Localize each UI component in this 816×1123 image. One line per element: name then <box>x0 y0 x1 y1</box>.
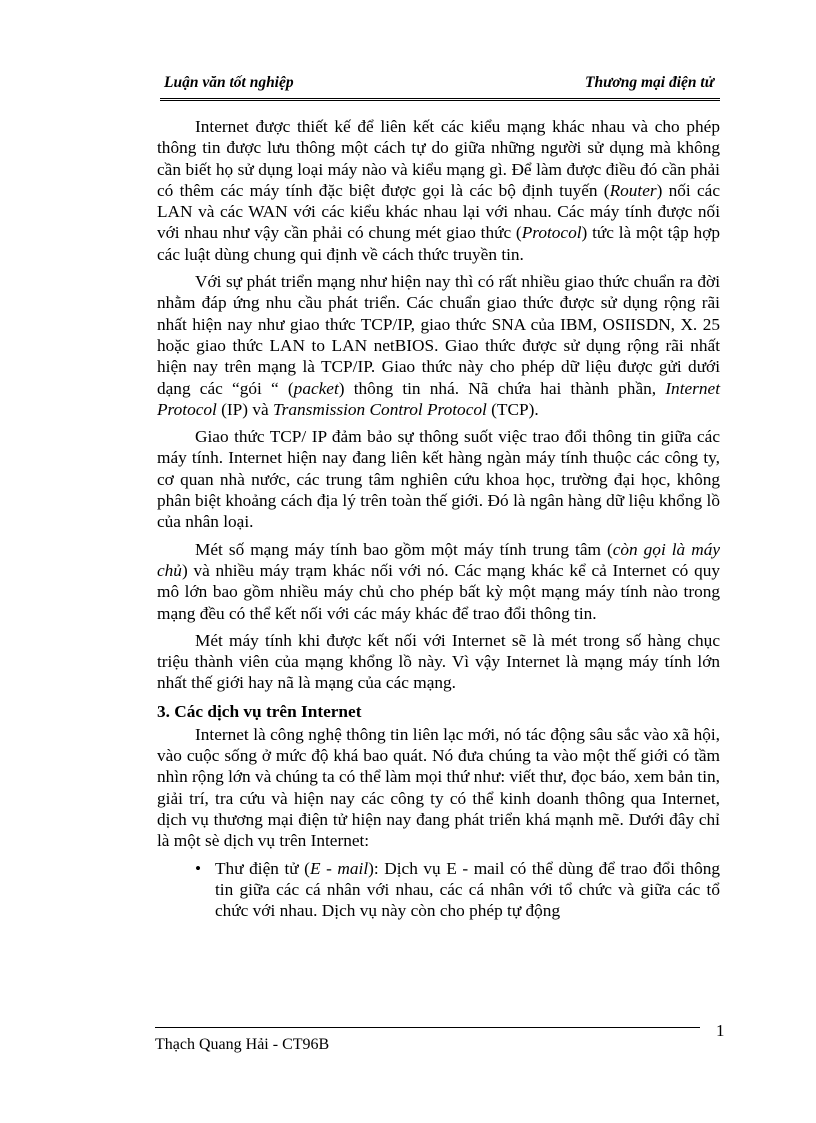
header-subject: Thương mại điện tử <box>585 74 714 91</box>
bullet-icon: • <box>195 858 202 878</box>
paragraph-1: Internet được thiết kế để liên kết các kiểu mạng khác nhau và cho phép thông tin được lưu thông một cách tự do giữa những người sử dụng mà không cần biết họ sử dụng loại máy nào và kiểu mạng gì. Để làm được điều đó cần phải có thêm các máy tính đặc biệt được gọi là các bộ định tuyến (Router) nối các LAN và các WAN với các kiểu khác nhau lại với nhau. Các máy tính được nối với nhau như vậy cần phải có chung mét giao thức (Protocol) tức là một tập hợp các luật dùng chung qui định về cách thức truyền tin. <box>157 117 720 264</box>
footer-author: Thạch Quang Hải - CT96B <box>155 1036 330 1053</box>
paragraph-4: Mét số mạng máy tính bao gồm một máy tính trung tâm (còn gọi là máy chủ) và nhiều máy trạm khác nối với nó. Các mạng khác kể cả Internet có quy mô lớn bao gồm nhiều máy chủ cho phép bất kỳ một mạng máy tính nào trong mạng đều có thể kết nối với các máy khác để trao đổi thông tin. <box>157 539 720 623</box>
list-item-email: • Thư điện tử (E - mail): Dịch vụ E - mail có thể dùng để trao đổi thông tin giữa các cá nhân với nhau, các cá nhân với tổ chức và giữa các tổ chức với nhau. Dịch vụ này còn cho phép tự động <box>195 858 720 921</box>
footer-rule <box>155 1027 700 1028</box>
service-list <box>157 858 720 922</box>
paragraph-5: Mét máy tính khi được kết nối với Internet sẽ là mét trong số hàng chục triệu thành viên của mạng khổng lồ này. Vì vậy Internet là mạng máy tính lớn nhất thế giới hay nã là mạng của các mạng. <box>157 630 720 693</box>
section-heading: 3. Các dịch vụ trên Internet <box>157 701 362 721</box>
header-thesis-title: Luận văn tốt nghiệp <box>164 74 294 91</box>
paragraph-3: Giao thức TCP/ IP đảm bảo sự thông suốt việc trao đổi thông tin giữa các máy tính. Internet hiện nay đang liên kết hàng ngàn máy tính thuộc các công ty, cơ quan nhà nước, các trung tâm nghiên cứu khoa học, trường đại học, không phân biệt khoảng cách địa lý trên toàn thế giới. Đó là ngân hàng dữ liệu khổng lồ của nhân loại. <box>157 427 720 532</box>
page-header <box>160 72 720 101</box>
document-body <box>157 116 720 921</box>
paragraph-2: Với sự phát triển mạng như hiện nay thì có rất nhiều giao thức chuẩn ra đời nhằm đáp ứng nhu cầu phát triển. Các chuẩn giao thức được sử dụng rộng rãi nhất hiện nay như giao thức TCP/IP, giao thức SNA của IBM, OSIISDN, X. 25 hoặc giao thức LAN to LAN netBIOS. Giao thức được sử dụng rộng rãi nhất hiện nay trên mạng là TCP/IP. Giao thức này cho phép dữ liệu được gửi dưới dạng các “gói “ (packet) thông tin nhá. Nã chứa hai thành phần, Internet Protocol (IP) và Transmission Control Protocol (TCP). <box>157 272 721 419</box>
page-number: 1 <box>716 1021 725 1040</box>
paragraph-6: Internet là công nghệ thông tin liên lạc mới, nó tác động sâu sắc vào xã hội, vào cuộc sống ở mức độ khá bao quát. Nó đưa chúng ta vào một thế giới có tầm nhìn rộng lớn và chúng ta có thể làm mọi thứ như: viết thư, đọc báo, xem bản tin, giải trí, tra cứu và hiện nay các công ty có thể kinh doanh thông qua Internet, dịch vụ thương mại điện tử hiện nay đang phát triển khá mạnh mẽ. Dưới đây chỉ là một sè dịch vụ trên Internet: <box>157 724 720 851</box>
